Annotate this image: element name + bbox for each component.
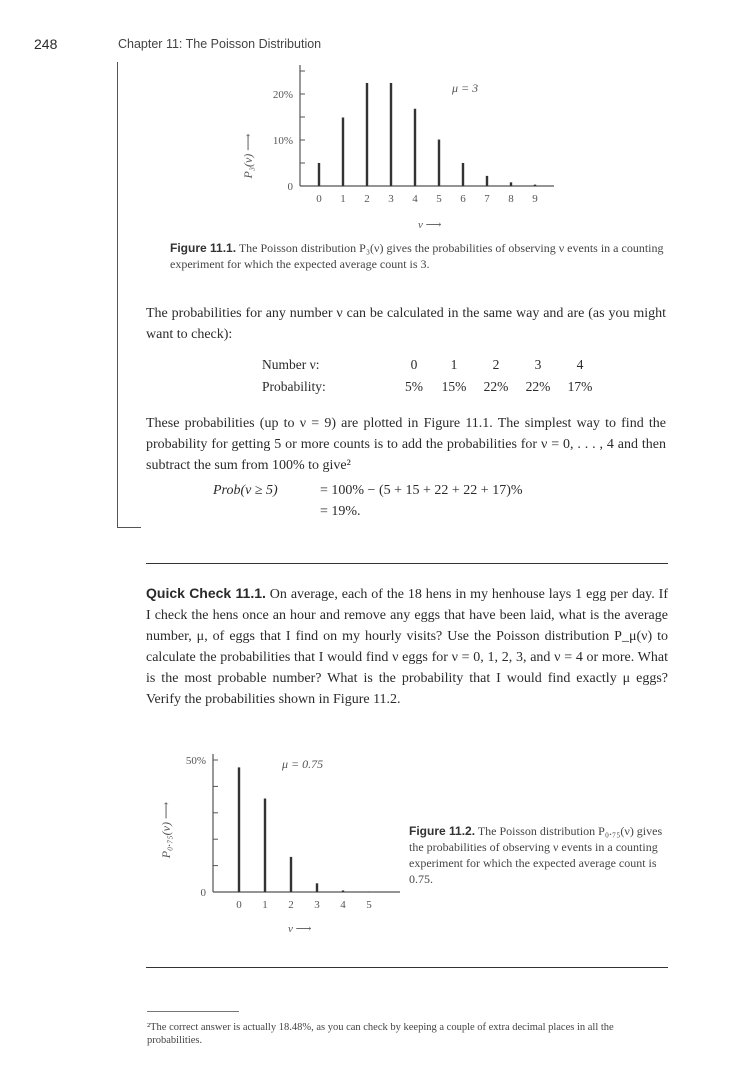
x-tick-label: 0: [236, 899, 242, 911]
paragraph: The probabilities for any number ν can be calculated in the same way and are (as you might want to check):: [146, 306, 666, 342]
x-tick-label: 8: [508, 193, 514, 205]
table-cell: 22%: [525, 379, 551, 394]
quick-check-body: On average, each of the 18 hens in my henhouse lays 1 egg per day. If I check the hens once an hour and remove any eggs that have been laid, what is the average number, μ, of eggs that I find on my hourly visits? Use the Poisson distribution P_μ(ν) to calculate the probabilities that I would find ν eggs for ν = 0, 1, 2, 3, and ν = 4 or more. What is the most probable number? What is the probability that I would find exactly μ eggs? Verify the probabilities shown in Figure 11.2.: [146, 587, 669, 707]
x-tick-label: 4: [340, 899, 346, 911]
equation-rhs: = 100% − (5 + 15 + 22 + 22 + 17)%: [320, 483, 523, 498]
x-tick-label: 3: [314, 899, 320, 911]
y-tick-label: 0: [200, 887, 206, 899]
x-tick-label: 1: [262, 899, 268, 911]
table-cell: 4: [576, 357, 584, 372]
y-axis-label: P₀.₇₅(ν) ⟶: [159, 801, 173, 859]
x-axis-label: ν ⟶: [418, 219, 442, 231]
figure-11-2-caption: [409, 823, 673, 887]
x-tick-label: 6: [460, 193, 466, 205]
equation-lhs: Prob(ν ≥ 5): [213, 483, 278, 498]
section-rule: [146, 967, 668, 968]
quick-check: [146, 583, 668, 710]
y-axis-label: P₃(ν) ⟶: [241, 133, 255, 179]
caption-text: The Poisson distribution P₀.₇₅(ν) gives the probabilities of observing ν events in a counting experiment for which the expected average count is 0.75.: [409, 824, 663, 886]
x-tick-label: 9: [532, 193, 538, 205]
margin-bar: [117, 62, 118, 528]
table-cell: 15%: [441, 379, 467, 394]
section-rule: [146, 563, 668, 564]
footnote-rule: [147, 1011, 239, 1012]
running-head: Chapter 11: The Poisson Distribution: [118, 37, 322, 51]
x-tick-label: 1: [340, 193, 346, 205]
figure-11-1-chart: [220, 64, 570, 234]
table-cell: 17%: [567, 379, 593, 394]
figure-label: Figure 11.2.: [409, 824, 476, 838]
table-cell: 0: [410, 357, 418, 372]
table-cell: 2: [492, 357, 500, 372]
x-tick-label: 5: [436, 193, 442, 205]
page-number: 248: [34, 36, 58, 52]
table-cell: 5%: [405, 379, 423, 394]
table-row-label: Number ν:: [262, 357, 320, 372]
y-tick-label: 20%: [272, 89, 293, 101]
mu-annotation: μ = 0.75: [282, 757, 324, 771]
y-tick-label: 50%: [185, 755, 206, 767]
paragraph: These probabilities (up to ν = 9) are plotted in Figure 11.1. The simplest way to find the probability for getting 5 or more counts is to add the probabilities for ν = 0, . . . , 4 and then subtract the sum from 100% to give²: [146, 416, 666, 473]
mu-annotation: μ = 3: [452, 81, 479, 95]
table-row-label: Probability:: [262, 379, 326, 394]
x-tick-label: 0: [316, 193, 322, 205]
x-tick-label: 4: [412, 193, 418, 205]
equation-rhs: = 19%.: [320, 504, 361, 519]
x-tick-label: 2: [364, 193, 370, 205]
x-tick-label: 2: [288, 899, 294, 911]
x-axis-label: ν ⟶: [288, 923, 312, 935]
x-tick-label: 5: [366, 899, 372, 911]
figure-11-1-caption: [170, 240, 670, 272]
footnote: ²The correct answer is actually 18.48%, as you can check by keeping a couple of extra decimal places in all the probabilities.: [147, 1022, 614, 1046]
table-cell: 3: [534, 357, 542, 372]
margin-bar-foot: [117, 527, 141, 528]
table-cell: 22%: [483, 379, 509, 394]
y-tick-label: 0: [287, 181, 293, 193]
figure-11-2-chart: [150, 742, 410, 942]
quick-check-label: Quick Check 11.1.: [146, 585, 266, 601]
y-tick-label: 10%: [272, 135, 293, 147]
probability-table: [262, 354, 682, 400]
figure-label: Figure 11.1.: [170, 241, 237, 255]
caption-text: The Poisson distribution P₃(ν) gives the probabilities of observing ν events in a counting experiment for which the expected average count is 3.: [170, 241, 664, 271]
table-cell: 1: [450, 357, 458, 372]
x-tick-label: 7: [484, 193, 490, 205]
x-tick-label: 3: [388, 193, 394, 205]
